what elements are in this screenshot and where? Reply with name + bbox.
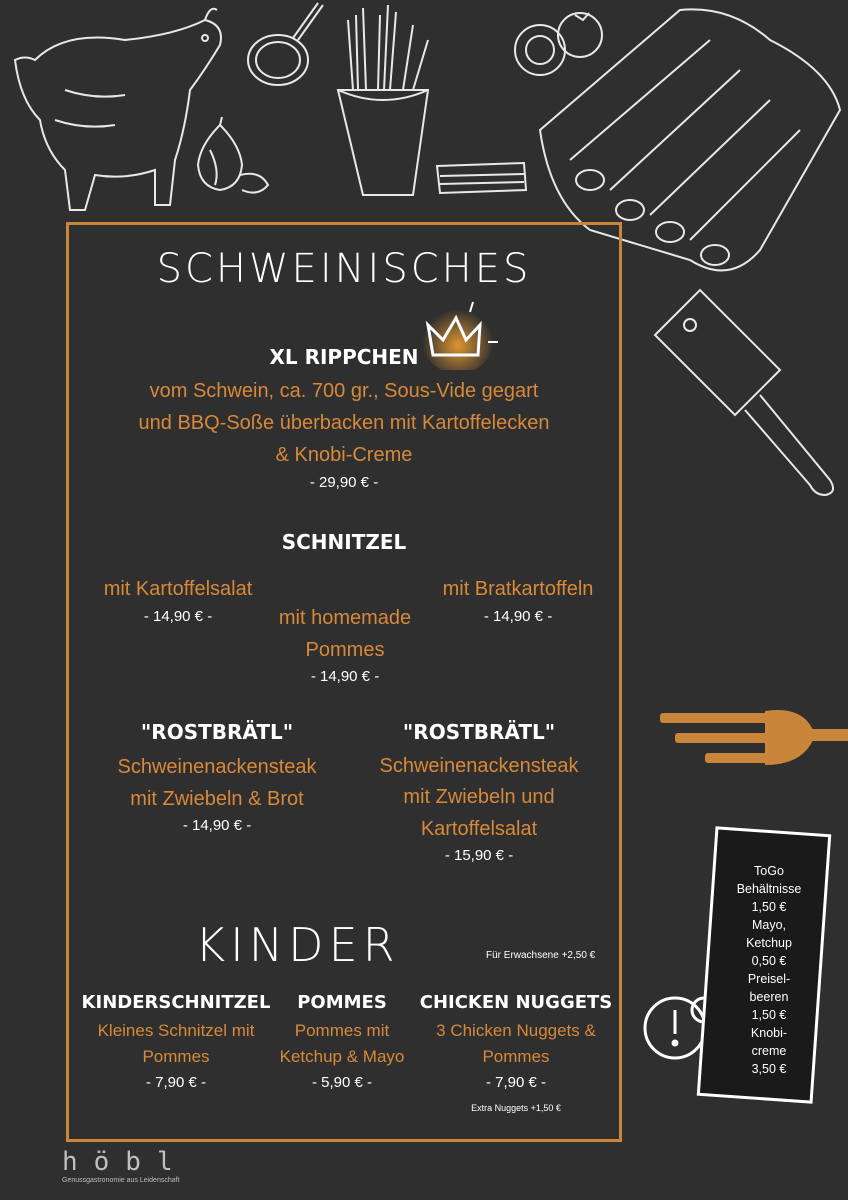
item-desc-rostbraetl-1-b: mit Zwiebeln & Brot	[130, 788, 304, 810]
kinder-item-price-0: - 7,90 € -	[145, 1074, 207, 1091]
schnitzel-option-kartoffelsalat: mit Kartoffelsalat	[103, 578, 253, 600]
item-desc-rostbraetl-1-a: Schweinenackensteak	[117, 756, 317, 778]
item-desc-xl-rippchen-3: & Knobi-Creme	[275, 444, 413, 466]
item-price-rostbraetl-2: - 15,90 € -	[444, 847, 514, 864]
cleaver-icon	[650, 285, 845, 500]
logo-tagline: Genussgastronomie aus Leidenschaft	[62, 1177, 180, 1184]
togo-line-7: beeren	[749, 990, 789, 1004]
kinder-item-desc-2-a: 3 Chicken Nuggets &	[436, 1021, 596, 1040]
togo-line-3: Mayo,	[751, 918, 787, 932]
schnitzel-option-kartoffelsalat-price: - 14,90 € -	[143, 608, 213, 625]
item-price-xl-rippchen: - 29,90 € -	[309, 474, 379, 491]
togo-line-2: 1,50 €	[751, 900, 787, 914]
kinder-item-price-2: - 7,90 € -	[485, 1074, 547, 1091]
kinder-item-name-0: KINDERSCHNITZEL	[81, 992, 271, 1013]
logo-wordmark: höbl	[62, 1147, 189, 1177]
frying-pan-icon	[238, 0, 328, 95]
section-title-schweinisches: SCHWEINISCHES	[156, 246, 532, 292]
kinder-item-desc-1-b: Ketchup & Mayo	[279, 1047, 405, 1066]
kinder-item-price-1: - 5,90 € -	[311, 1074, 373, 1091]
togo-line-5: 0,50 €	[751, 954, 787, 968]
item-desc-rostbraetl-2-a: Schweinenackensteak	[379, 755, 579, 777]
togo-line-11: 3,50 €	[751, 1062, 787, 1076]
item-desc-xl-rippchen-2: und BBQ-Soße überbacken mit Kartoffelecken	[138, 412, 550, 434]
item-name-xl-rippchen: XL RIPPCHEN	[269, 345, 419, 369]
togo-line-1: Behältnisse	[736, 882, 802, 896]
fries-icon	[318, 0, 448, 205]
togo-line-6: Preisel-	[747, 972, 791, 986]
kinder-item-desc-0-a: Kleines Schnitzel mit	[97, 1021, 255, 1040]
togo-line-4: Ketchup	[746, 936, 792, 950]
schnitzel-option-pommes-price: - 14,90 € -	[310, 668, 380, 685]
item-desc-xl-rippchen-1: vom Schwein, ca. 700 gr., Sous-Vide gegart	[149, 380, 539, 402]
section-title-kinder: KINDER	[195, 918, 400, 972]
kinder-item-name-1: POMMES	[297, 992, 387, 1013]
schnitzel-option-pommes-2: Pommes	[305, 639, 385, 661]
garlic-icon	[180, 115, 275, 200]
item-name-schnitzel: SCHNITZEL	[281, 530, 407, 554]
item-desc-rostbraetl-2-b: mit Zwiebeln und	[403, 786, 555, 808]
togo-line-0: ToGo	[754, 864, 784, 878]
item-name-rostbraetl-2: "ROSTBRÄTL"	[402, 720, 556, 744]
kinder-item-name-2: CHICKEN NUGGETS	[419, 992, 613, 1013]
schnitzel-option-pommes-1: mit homemade	[278, 607, 412, 629]
kinder-item-desc-2-b: Pommes	[482, 1047, 550, 1066]
extra-nuggets-note: Extra Nuggets +1,50 €	[471, 1103, 561, 1113]
togo-line-10: creme	[751, 1044, 787, 1058]
adult-price-note: Für Erwachsene +2,50 €	[486, 950, 596, 961]
footer-logo	[62, 1148, 252, 1184]
togo-line-9: Knobi-	[750, 1026, 788, 1040]
togo-line-8: 1,50 €	[751, 1008, 787, 1022]
schnitzel-option-bratkartoffeln: mit Bratkartoffeln	[442, 578, 594, 600]
fork-icon	[655, 705, 848, 770]
togo-text	[724, 862, 814, 1078]
bacon-icon	[432, 158, 530, 198]
item-price-rostbraetl-1: - 14,90 € -	[182, 817, 252, 834]
item-desc-rostbraetl-2-c: Kartoffelsalat	[420, 818, 538, 840]
schnitzel-option-bratkartoffeln-price: - 14,90 € -	[483, 608, 553, 625]
item-name-rostbraetl-1: "ROSTBRÄTL"	[140, 720, 294, 744]
kinder-item-desc-0-b: Pommes	[142, 1047, 210, 1066]
kinder-item-desc-1-a: Pommes mit	[294, 1021, 390, 1040]
